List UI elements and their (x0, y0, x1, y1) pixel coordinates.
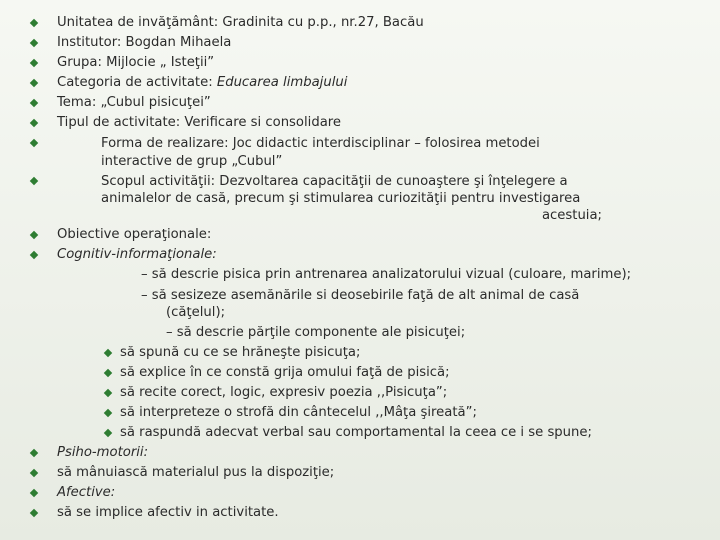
bullet-icon (30, 79, 38, 87)
psychomotor-heading-text: Psiho-motorii: (57, 445, 149, 460)
bullet-icon (30, 139, 38, 147)
objectives-heading: Obiective operaţionale: (57, 227, 212, 242)
affective-heading-text: Afective: (57, 485, 116, 500)
bullet-icon (30, 509, 38, 517)
activity-category-line (57, 75, 347, 91)
bullet-icon (30, 469, 38, 477)
sub-bullet-icon (104, 409, 112, 417)
bullet-icon (30, 99, 38, 107)
school-line: Unitatea de invăţământ: Gradinita cu p.p., nr.27, Bacău (57, 15, 424, 30)
bullet-icon (30, 119, 38, 127)
bullet-icon (30, 489, 38, 497)
sub-bullet-icon (104, 369, 112, 377)
purpose-line-end: acestuia; (541, 208, 602, 223)
form-line-cont: interactive de grup „Cubul” (101, 154, 283, 169)
purpose-line-cont: animalelor de casă, precum şi stimularea curiozităţii pentru investigarea (101, 191, 581, 206)
bullet-icon (30, 19, 38, 27)
sub-bullet-icon (104, 429, 112, 437)
dash-item-cont: (căţelul); (166, 305, 226, 320)
psychomotor-heading (57, 445, 148, 461)
sub-bullet-icon (104, 389, 112, 397)
sub-bullet-icon (104, 349, 112, 357)
bullet-icon (30, 177, 38, 185)
dash-item: – să descrie părţile componente ale pisicuţei; (166, 325, 466, 340)
sub-item: să raspundă adecvat verbal sau comportamental la ceea ce i se spune; (120, 425, 592, 440)
activity-category-label: Categoria de activitate: (57, 75, 217, 90)
group-line: Grupa: Mijlocie „ Isteţii” (57, 55, 215, 70)
bullet-icon (30, 449, 38, 457)
affective-item: să se implice afectiv in activitate. (57, 505, 279, 520)
cognitive-heading (57, 247, 217, 263)
activity-category-value: Educarea limbajului (216, 75, 348, 90)
cognitive-heading-text: Cognitiv-informaţionale: (57, 247, 217, 262)
bullet-icon (30, 251, 38, 259)
sub-item: să spună cu ce se hrăneşte pisicuţa; (120, 345, 361, 360)
dash-item: – să descrie pisica prin antrenarea analizatorului vizual (culoare, marime); (141, 267, 632, 282)
teacher-line: Institutor: Bogdan Mihaela (57, 35, 232, 50)
bullet-icon (30, 59, 38, 67)
activity-type-line: Tipul de activitate: Verificare si consolidare (57, 115, 342, 130)
theme-line: Tema: „Cubul pisicuţei” (57, 95, 211, 110)
affective-heading (57, 485, 115, 501)
sub-item: să explice în ce constă grija omului faţă de pisică; (120, 365, 450, 380)
bullet-icon (30, 39, 38, 47)
sub-item: să recite corect, logic, expresiv poezia ,,Pisicuţa”; (120, 385, 448, 400)
dash-item: – să sesizeze asemănările si deosebirile faţă de alt animal de casă (141, 288, 580, 303)
purpose-line: Scopul activităţii: Dezvoltarea capacităţii de cunoaştere şi înţelegere a (101, 174, 568, 189)
sub-item: să interpreteze o strofă din cântecelul ,,Mâţa şireată”; (120, 405, 477, 420)
psychomotor-item: să mânuiască materialul pus la dispoziţie; (57, 465, 335, 480)
bullet-icon (30, 231, 38, 239)
form-line: Forma de realizare: Joc didactic interdisciplinar – folosirea metodei (101, 136, 540, 151)
